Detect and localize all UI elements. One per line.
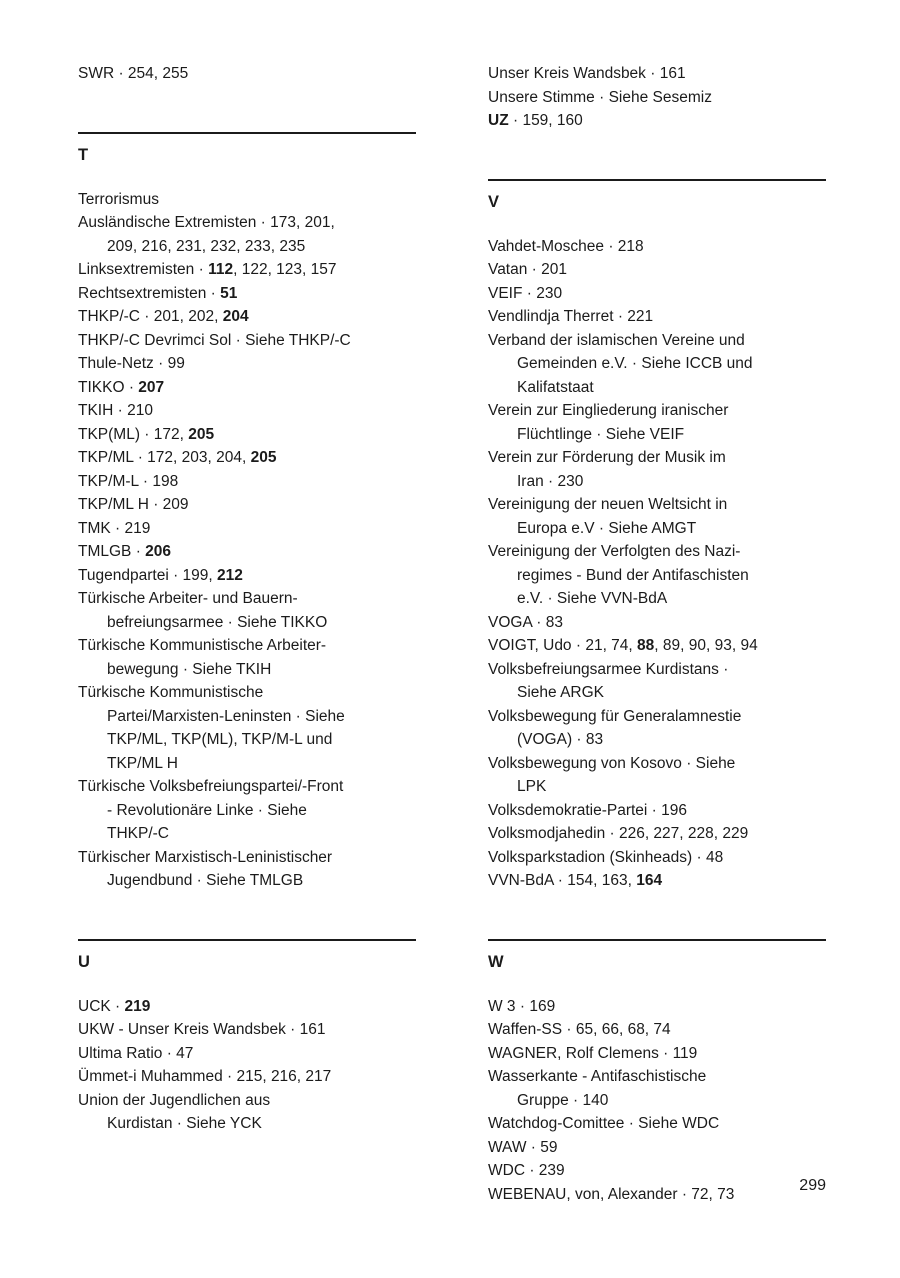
section-divider [78, 939, 416, 941]
index-entry [488, 611, 826, 635]
index-entry [78, 446, 416, 470]
index-entry [488, 1136, 826, 1160]
index-entry [488, 752, 826, 799]
bold-page-ref: 207 [138, 378, 165, 396]
entry-text: Siehe ARGK [517, 684, 605, 701]
index-entry [488, 1159, 826, 1183]
entry-text: Vatan · 201 [488, 261, 567, 278]
index-entry-line [78, 399, 416, 423]
index-entry [488, 540, 826, 611]
index-entry [488, 1183, 826, 1207]
entry-text: THKP/-C Devrimci Sol · Siehe THKP/-C [78, 331, 351, 349]
entry-text: TMK · 219 [78, 519, 151, 537]
entry-text: Verein zur Eingliederung iranischer [488, 402, 729, 419]
index-entry-line [78, 305, 416, 329]
index-entry [488, 329, 826, 400]
index-entry [78, 1065, 416, 1089]
entry-text: Partei/Marxisten-Leninsten · Siehe [107, 707, 345, 725]
index-entry-line [488, 1089, 826, 1113]
index-entry [488, 305, 826, 329]
index-entry-line [488, 62, 826, 86]
entry-text: Vahdet-Moschee · 218 [488, 237, 644, 255]
index-entry-line [78, 1065, 416, 1089]
index-entry [488, 86, 826, 110]
entry-text: Türkische Kommunistische Arbeiter- [78, 637, 327, 654]
entry-text: Gemeinden e.V. · Siehe ICCB und [517, 355, 753, 372]
index-entry [488, 822, 826, 846]
index-entry [488, 869, 826, 893]
index-entry-line [78, 822, 416, 846]
index-entry-line [488, 1136, 826, 1160]
index-entry [78, 995, 416, 1019]
entry-text: TKP(ML) · 172, [78, 425, 189, 443]
index-entry-line [78, 705, 416, 729]
index-entry [78, 1089, 416, 1136]
entry-text: TMLGB · [78, 543, 146, 560]
entry-text: WAGNER, Rolf Clemens · 119 [488, 1044, 698, 1062]
index-entry [488, 282, 826, 306]
entry-text: WEBENAU, von, Alexander · 72, 73 [488, 1185, 735, 1203]
index-entry-line [78, 540, 416, 564]
entry-text: Vereinigung der Verfolgten des Nazi- [488, 543, 741, 560]
entry-text: Unsere Stimme · Siehe Sesemiz [488, 88, 712, 106]
index-entry [78, 846, 416, 893]
section-heading: U [78, 952, 90, 971]
index-entry-line [488, 658, 826, 682]
bold-page-ref: 112 [208, 261, 234, 278]
index-entry-line [488, 352, 826, 376]
entry-text: Verband der islamischen Vereine und [488, 331, 745, 349]
index-entry-line [488, 517, 826, 541]
index-entry [488, 995, 826, 1019]
index-entry [78, 775, 416, 846]
index-entry-line [488, 846, 826, 870]
index-entry [78, 329, 416, 353]
index-entry [488, 258, 826, 282]
index-entry-line [78, 752, 416, 776]
entry-text: Vendlindja Therret · 221 [488, 308, 654, 325]
index-entry-line [488, 305, 826, 329]
index-entry-line [78, 493, 416, 517]
index-entry-line [78, 329, 416, 353]
index-entry-line [78, 423, 416, 447]
entry-text: Waffen-SS · 65, 66, 68, 74 [488, 1021, 671, 1038]
index-entry [488, 62, 826, 86]
index-entry [78, 62, 416, 86]
entry-text: Wasserkante - Antifaschistische [488, 1068, 707, 1085]
index-entry [488, 493, 826, 540]
index-entry [78, 493, 416, 517]
entry-text: Türkische Volksbefreiungspartei/-Front [78, 778, 344, 795]
index-entry-line [78, 258, 416, 282]
index-entry-line [78, 995, 416, 1019]
index-entry [488, 1112, 826, 1136]
index-entry [78, 587, 416, 634]
index-entry-line [488, 564, 826, 588]
index-entry-line [488, 282, 826, 306]
index-entry-line [78, 517, 416, 541]
bold-page-ref: 206 [145, 543, 172, 560]
index-entry-line [488, 1018, 826, 1042]
index-entry-line [488, 587, 826, 611]
entry-text: (VOGA) · 83 [517, 731, 604, 748]
entry-text: VOGA · 83 [488, 613, 563, 631]
index-entry-line [488, 540, 826, 564]
index-entry [488, 235, 826, 259]
entry-text: Ausländische Extremisten · 173, 201, [78, 214, 335, 231]
index-entry-line [488, 799, 826, 823]
index-entry-line [78, 376, 416, 400]
index-entry-line [488, 329, 826, 353]
index-entry [78, 470, 416, 494]
index-entry [488, 446, 826, 493]
index-entry-line [78, 1112, 416, 1136]
entry-text: TIKKO · [78, 378, 139, 396]
section-heading: W [488, 952, 504, 971]
bold-page-ref: 164 [636, 872, 663, 889]
bold-page-ref: 205 [250, 449, 277, 466]
index-entry-line [78, 799, 416, 823]
entry-text: Volksbewegung für Generalamnestie [488, 707, 742, 725]
index-entry-line [488, 86, 826, 110]
index-entry [488, 1018, 826, 1042]
entry-text: VEIF · 230 [488, 284, 563, 302]
index-entry [78, 399, 416, 423]
index-entry-line [78, 728, 416, 752]
section-heading: T [78, 145, 89, 164]
index-entry [78, 681, 416, 775]
index-entry-line [78, 188, 416, 212]
index-entry [78, 282, 416, 306]
entry-text: · 159, 160 [508, 112, 583, 129]
index-entry-line [488, 1112, 826, 1136]
entry-text: Verein zur Förderung der Musik im [488, 449, 726, 466]
index-entry-line [488, 109, 826, 133]
entry-text: Kurdistan · Siehe YCK [107, 1115, 262, 1132]
index-entry-line [488, 235, 826, 259]
bold-page-ref: 205 [188, 425, 215, 443]
index-entry [78, 423, 416, 447]
index-entry-line [488, 423, 826, 447]
entry-text: TKIH · 210 [78, 402, 153, 419]
section-divider [488, 939, 826, 941]
entry-text: e.V. · Siehe VVN-BdA [517, 590, 668, 607]
entry-text: , 122, 123, 157 [233, 261, 337, 278]
entry-text: regimes - Bund der Antifaschisten [517, 566, 749, 584]
bold-page-ref: 204 [222, 308, 249, 325]
index-entry-line [78, 658, 416, 682]
index-entry-line [488, 869, 826, 893]
index-entry-line [78, 470, 416, 494]
bold-page-ref: 88 [637, 637, 655, 654]
index-entry-line [488, 1183, 826, 1207]
index-entry [78, 211, 416, 258]
entry-text: UCK · [78, 997, 125, 1015]
index-entry-line [78, 235, 416, 259]
entry-text: Ultima Ratio · 47 [78, 1044, 194, 1062]
entry-text: VVN-BdA · 154, 163, [488, 872, 637, 889]
entry-text: Volksdemokratie-Partei · 196 [488, 801, 688, 819]
index-entry [78, 352, 416, 376]
index-entry-line [78, 1018, 416, 1042]
index-entry-line [78, 62, 416, 86]
index-entry-line [488, 258, 826, 282]
index-entry [488, 799, 826, 823]
entry-text: Volksparkstadion (Skinheads) · 48 [488, 848, 724, 866]
index-entry [78, 1042, 416, 1066]
index-entry-line [78, 846, 416, 870]
entry-text: UKW - Unser Kreis Wandsbek · 161 [78, 1021, 326, 1038]
index-entry-line [78, 869, 416, 893]
entry-text: Volksbefreiungsarmee Kurdistans · [488, 660, 729, 678]
index-entry-line [488, 705, 826, 729]
section-divider [78, 132, 416, 134]
entry-text: Ümmet-i Muhammed · 215, 216, 217 [78, 1068, 332, 1085]
index-entry-line [78, 446, 416, 470]
index-entry [78, 564, 416, 588]
index-entry-line [488, 611, 826, 635]
index-entry-line [78, 587, 416, 611]
index-entry [488, 634, 826, 658]
entry-text: Jugendbund · Siehe TMLGB [107, 872, 304, 889]
index-entry-line [488, 681, 826, 705]
index-entry-line [488, 1042, 826, 1066]
index-entry [488, 1065, 826, 1112]
index-entry-line [78, 611, 416, 635]
entry-text: , 89, 90, 93, 94 [654, 637, 758, 654]
index-entry-line [488, 822, 826, 846]
index-entry [78, 258, 416, 282]
entry-text: Tugendpartei · 199, [78, 566, 218, 584]
bold-page-ref: 212 [217, 566, 243, 584]
entry-text: TKP/ML · 172, 203, 204, [78, 449, 251, 466]
page-number: 299 [799, 1177, 826, 1194]
index-entry-line [488, 728, 826, 752]
entry-text: TKP/ML H [107, 754, 178, 772]
entry-text: Linksextremisten · [78, 261, 209, 278]
index-entry [488, 1042, 826, 1066]
entry-text: TKP/ML, TKP(ML), TKP/M-L und [107, 731, 333, 748]
index-entry-line [78, 282, 416, 306]
index-entry-line [78, 211, 416, 235]
index-entry-line [78, 775, 416, 799]
index-entry-line [488, 399, 826, 423]
entry-text: VOIGT, Udo · 21, 74, [488, 637, 638, 654]
index-entry-line [488, 995, 826, 1019]
entry-text: W 3 · 169 [488, 997, 556, 1015]
entry-text: Europa e.V · Siehe AMGT [517, 519, 697, 537]
entry-text: Rechtsextremisten · [78, 284, 221, 302]
entry-text: 209, 216, 231, 232, 233, 235 [107, 237, 306, 255]
index-entry [488, 109, 826, 133]
entry-text: Thule-Netz · 99 [78, 355, 185, 372]
section-heading: V [488, 192, 500, 211]
entry-text: TKP/M-L · 198 [78, 472, 179, 490]
index-entry-line [488, 634, 826, 658]
entry-text: Union der Jugendlichen aus [78, 1091, 271, 1109]
index-entry-line [488, 493, 826, 517]
index-entry-line [488, 775, 826, 799]
entry-text: Gruppe · 140 [517, 1091, 609, 1109]
index-entry-line [78, 564, 416, 588]
index-entry-line [488, 1065, 826, 1089]
index-entry-line [488, 446, 826, 470]
entry-text: WDC · 239 [488, 1162, 565, 1179]
index-entry-line [488, 1159, 826, 1183]
index-entry [78, 305, 416, 329]
index-entry [488, 705, 826, 752]
entry-text: Volksbewegung von Kosovo · Siehe [488, 754, 736, 772]
index-entry [78, 188, 416, 212]
entry-text: SWR · 254, 255 [78, 65, 189, 82]
entry-text: WAW · 59 [488, 1138, 558, 1156]
entry-text: Türkischer Marxistisch-Leninistischer [78, 848, 333, 866]
index-entry-line [78, 1089, 416, 1113]
index-entry [488, 399, 826, 446]
bold-page-ref: 219 [124, 997, 151, 1015]
index-entry-line [78, 1042, 416, 1066]
index-entry-line [488, 376, 826, 400]
entry-text: Volksmodjahedin · 226, 227, 228, 229 [488, 825, 749, 842]
entry-text: - Revolutionäre Linke · Siehe [107, 801, 307, 819]
entry-text: Flüchtlinge · Siehe VEIF [517, 425, 685, 443]
index-entry-line [488, 470, 826, 494]
entry-text: Kalifatstaat [517, 378, 594, 396]
index-entry-line [78, 352, 416, 376]
index-entry [488, 846, 826, 870]
entry-text: TKP/ML H · 209 [78, 496, 189, 513]
index-entry-line [78, 681, 416, 705]
index-entry-line [488, 752, 826, 776]
column-left [78, 62, 416, 1136]
entry-text: Vereinigung der neuen Weltsicht in [488, 496, 728, 513]
entry-text: Türkische Kommunistische [78, 684, 264, 701]
index-entry [78, 1018, 416, 1042]
column-right [488, 62, 826, 1206]
entry-text: Terrorismus [78, 190, 159, 208]
entry-text: THKP/-C [107, 825, 169, 842]
bold-page-ref: UZ [488, 112, 509, 129]
index-entry [78, 517, 416, 541]
index-entry-line [78, 634, 416, 658]
entry-text: Türkische Arbeiter- und Bauern- [78, 590, 298, 607]
section-divider [488, 179, 826, 181]
entry-text: Unser Kreis Wandsbek · 161 [488, 65, 686, 82]
entry-text: Iran · 230 [517, 472, 584, 490]
entry-text: Watchdog-Comittee · Siehe WDC [488, 1115, 720, 1132]
entry-text: LPK [517, 778, 547, 795]
index-entry [78, 376, 416, 400]
entry-text: bewegung · Siehe TKIH [107, 660, 272, 678]
index-entry [78, 540, 416, 564]
index-entry [78, 634, 416, 681]
entry-text: befreiungsarmee · Siehe TIKKO [107, 613, 328, 631]
bold-page-ref: 51 [220, 284, 238, 302]
index-entry [488, 658, 826, 705]
entry-text: THKP/-C · 201, 202, [78, 308, 223, 325]
